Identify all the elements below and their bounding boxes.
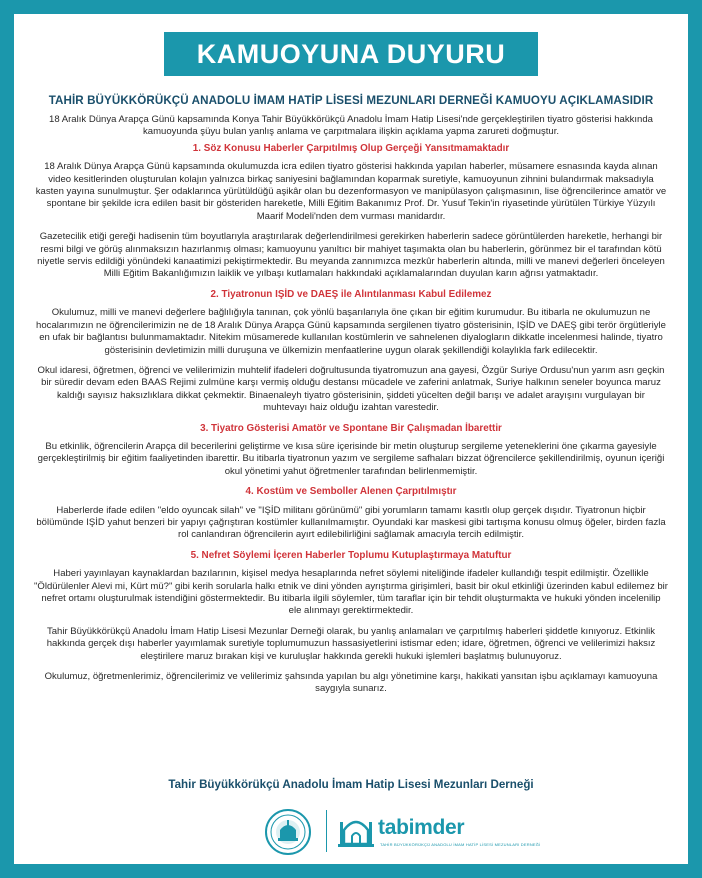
section-5-paragraph-1: Haberi yayınlayan kaynaklardan bazılarının, kişisel medya hesaplarında nefret söylemi niteliğinde ifadeler kullandığı tespit edilmiştir. Özellikle "Öldürülenler Alevi mi, Kürt mü?" gibi kerih sorularla halkı etnik ve dini yönden ayrıştırma girişimleri, basit bir okul etkinliği üzerinden kabul edilemez bir nefret ortamı oluşturulmak istendiğini göstermektedir. Bu itibarla ilgili söylemler, tüm taraflar için bir tehdit oluşturmakta ve hukuki yönden incelenilip ele alınmayı gerektirmektedir. [34,568,668,617]
section-2-paragraph-2: Okul idaresi, öğretmen, öğrenci ve velilerimizin muhtelif ifadeleri doğrultusunda tiyatromuzun ana gayesi, Özgür Suriye Ordusu'nun yarım asrı geçkin bir süredir devam eden BAAS Rejimi zulmüne karşı vermiş olduğu destansı mücadele ve zaferini anlatmak, Suriye halkının seneler boyunca maruz kaldığı sayısız haksızlıklara dikkat çekmektir. Binaenaleyh tiyatro gösterisinin, şiddeti yücelten değil barışı ve adalet arayışını vurgulayan bir muhtevayı haiz olduğu izahtan varestedir. [37,364,665,414]
seal-icon [264,808,312,856]
mosque-icon [338,810,374,850]
section-3-heading: 3. Tiyatro Gösterisi Amatör ve Spontane Bir Çalışmadan İbarettir [200,422,502,434]
logo-strip [14,804,688,860]
section-1-paragraph-2: Gazetecilik etiği gereği hadisenin tüm boyutlarıyla araştırılarak değerlendirilmesi gerekirken haberlerin sadece görüntülerden hareketle, herhangi bir resmi bilgi ve görüş alınmaksızın hazırlanmış olması; kamuoyunu yanıltıcı bir mahiyet taşımakta olan bu haberlerin, görünmez bir el tarafından kötü niyetle servis edildiği yönündeki kanaatimizi pekiştirmektedir. Bu meyanda zannımızca mezkûr haberlerin altında, milli ve manevi değerleri önceleyen Milli Eğitim Bakanlığımızın laiklik ve yılbaşı kutlamaları hakkındaki açıklamalarından duyulan karın ağrısı yatmaktadır. [37,231,665,280]
announcement-banner: KAMUOYUNA DUYURU [164,32,538,76]
closing-paragraph: Okulumuz, öğretmenlerimiz, öğrencilerimiz ve velilerimiz şahsında yapılan bu algı yönetimine karşı, hakikati yansıtan işbu açıklamayı kamuoyuna saygıyla sunarız. [44,671,658,695]
section-3-paragraph-1: Bu etkinlik, öğrencilerin Arapça dil becerilerini geliştirme ve kısa süre içerisinde bir metin oluşturup sergileme yeteneklerini öne çıkarma gayesiyle gerçekleştirilmiş bir eğitim faaliyetinden ibarettir. Bu itibarla tiyatronun yazım ve sergileme safhaları bizzat öğrencilerce şekillendirilmiş, oyunun içeriği okul yönetimi yahut öğretmenler tarafından belirlenmemiştir. [37,440,665,477]
statement-body [34,114,668,704]
section-2-paragraph-1: Okulumuz, milli ve manevi değerlere bağlılığıyla tanınan, çok yönlü başarılarıyla öne çıkan bir eğitim kurumudur. Bu itibarla ne okulumuzun ne hocalarımızın ne öğrencilerimizin ne de 18 Aralık Dünya Arapça Günü kapsamında sergilenen tiyatro gösterisinin, IŞİD ve DAEŞ gibi terör örgütleriyle en ufak bir bağlantısı bulunmamaktadır. Nitekim müsamerede kullanılan kostümlerin ve sahnelenen diyalogların dikkatle incelenmesi halinde, tiyatro gösterisinin devletimizin milli duruşuna ve ülkemizin menfaatlerine uygun olarak şekillendiği kolaylıkla fark edilecektir. [36,307,666,356]
section-5-heading: 5. Nefret Söylemi İçeren Haberler Toplumu Kutuplaştırmaya Matuftur [190,549,512,561]
section-2-heading: 2. Tiyatronun IŞİD ve DAEŞ ile Alıntılanması Kabul Edilemez [210,288,492,300]
statement-subtitle: TAHİR BÜYÜKKÖRÜKÇÜ ANADOLU İMAM HATİP LİSESİ MEZUNLARI DERNEĞİ KAMUOYU AÇIKLAMASIDIR [48,94,654,107]
brand-tagline: TAHİR BÜYÜKKÖRÜKÇÜ ANADOLU İMAM HATİP LİSESİ MEZUNLARI DERNEĞİ [380,842,541,847]
signature-line: Tahir Büyükkörükçü Anadolu İmam Hatip Lisesi Mezunları Derneği [168,778,534,791]
section-4-heading: 4. Kostüm ve Semboller Alenen Çarpıtılmıştır [245,486,457,498]
brand-name: tabimder [378,816,465,839]
condemnation-paragraph: Tahir Büyükkörükçü Anadolu İmam Hatip Lisesi Mezunlar Derneği olarak, bu yanlış anlamaları ve çarpıtılmış haberleri şiddetle kınıyoruz. Etkinlik hakkında gerçek dışı haberler yayımlamak suretiyle toplumumuzun hassasiyetlerini istismar eden; idare, öğretmen, öğrenci ve velilerimizi haksız eleştirilere maruz bırakan kişi ve kuruluşlar hakkında gerekli hukuki işlemleri başlatmış bulunuyoruz. [46,625,656,662]
document-page [14,14,688,864]
section-1-paragraph-1: 18 Aralık Dünya Arapça Günü kapsamında okulumuzda icra edilen tiyatro gösterisi hakkında yapılan haberler, müsamere esnasında kayda alınan video kesitlerinden oluşturulan kolajın yalnızca birkaç saniyesini bağlamından koparmak suretiyle, kamuoyunun zihnini bulandırmak maksadıyla kasten yayına sunulmuştur. Şer odaklarınca yürütüldüğü aşikâr olan bu dezenformasyon ve manipülasyon çalışmasının, lise öğrencilerince amatör ve spontane bir şekilde icra edilen basit bir gösteriden hareketle, Milli Eğitim Bakanımız Prof. Dr. Yusuf Tekin'in riyasetinde yürütülen Türkiye Yüzyılı Maarif Modeli'nden dem vurması manidardır. [35,161,667,222]
intro-paragraph: 18 Aralık Dünya Arapça Günü kapsamında Konya Tahir Büyükkörükçü Anadolu İmam Hatip Lisesi'nde gerçekleştirilen tiyatro gösterisi hakkında kamuoyunda şüyu bulan yanlış anlama ve çarpıtmalara ilişkin açıklama yapma zarureti doğmuştur. [49,114,653,138]
logo-divider [326,810,327,852]
section-1-heading: 1. Söz Konusu Haberler Çarpıtılmış Olup Gerçeği Yansıtmamaktadır [192,142,510,154]
section-4-paragraph-1: Haberlerde ifade edilen "eldo oyuncak silah" ve "IŞİD militanı görünümü" gibi yorumların tamamı kasıtlı olup gerçek dışıdır. Tiyatronun hiçbir bölümünde IŞİD yahut benzeri bir yapıyı çağrıştıran kostümler kullanılmamıştır. Oyundaki kar maskesi gibi tartışma konusu olmuş öğeler, birden fazla rol canlandıran öğrencilerin ayırt edilebilirliğini sağlamak amacıyla tercih edilmiştir. [36,504,666,541]
